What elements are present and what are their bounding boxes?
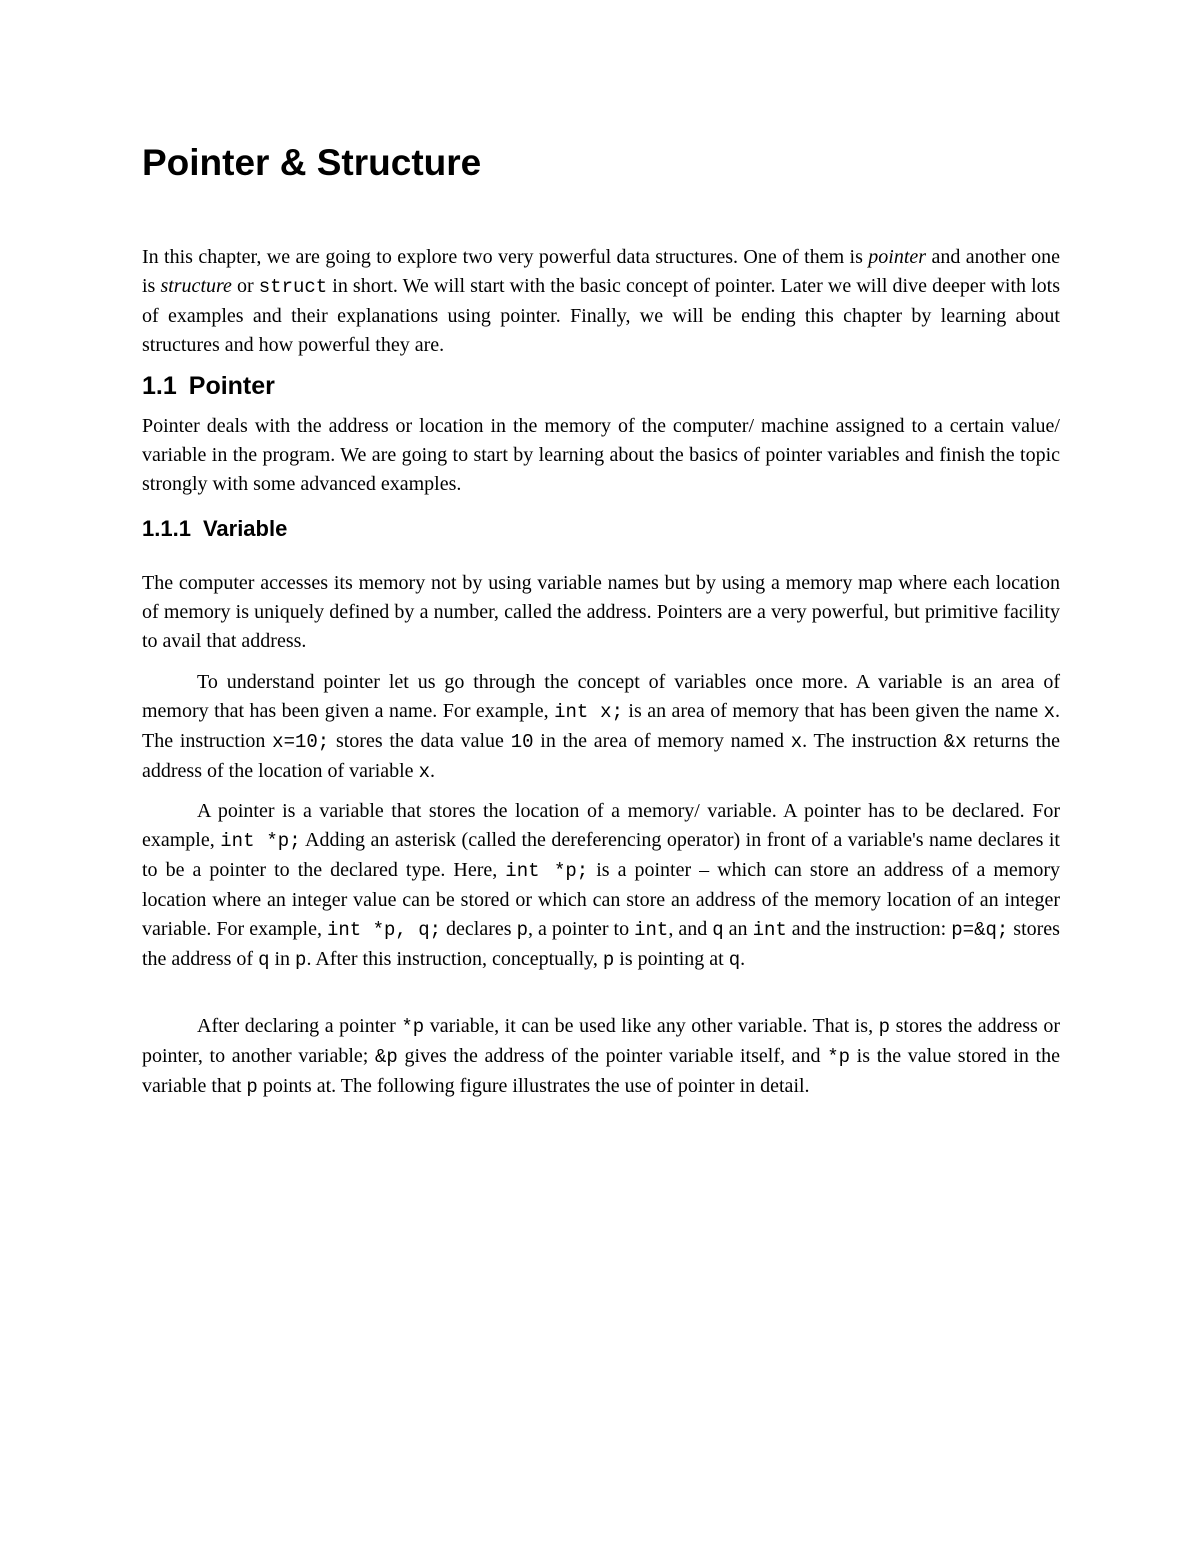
section-1-1-1-heading-block (142, 515, 1060, 543)
text-run: To understand pointer let us go through the concept of variables once more. A variable is an area of memory that has been given a name. For example, (142, 671, 1060, 722)
section-heading (142, 371, 1060, 401)
text-run: is a pointer – which can store an address of a memory location where an integer value can be stored or which can store an address of the memory location of an integer variable. For example, (142, 859, 1061, 940)
code-inline: q (258, 949, 270, 971)
text-run: in short. We will start with the basic concept of pointer. Later we will dive deeper with lots of examples and their explanations using pointer. Finally, we will be ending this chapter by learning about structures and how powerful they are. (142, 275, 1060, 356)
code-inline: &x (943, 731, 967, 753)
text-run: an (723, 918, 753, 940)
section-number: 1.1 (142, 372, 177, 400)
code-inline: int *p; (220, 830, 301, 852)
code-inline: int (634, 919, 669, 941)
text-run: A pointer is a variable that stores the location of a memory/ variable. A pointer has to be declared. For example, (142, 800, 1060, 851)
variable-p2-block (142, 668, 1060, 787)
text-run: After declaring a pointer (197, 1015, 402, 1037)
text-run: . After this instruction, conceptually, (306, 948, 603, 970)
text-run: stores the address or pointer, to another variable; (142, 1015, 1060, 1067)
code-inline: q (712, 919, 724, 941)
variable-paragraph-4 (142, 1012, 1060, 1102)
term-structure: structure (160, 275, 232, 297)
section-1-1-body-block (142, 412, 1060, 499)
code-inline: int x; (554, 701, 623, 723)
text-run: and another one is (142, 246, 1060, 297)
code-inline: struct (258, 276, 328, 298)
code-inline: x (790, 731, 803, 753)
variable-paragraph-2 (142, 668, 1060, 787)
subsection-heading (142, 515, 1060, 543)
text-run: . The instruction (802, 730, 944, 752)
variable-p3-block (142, 797, 1060, 975)
text-run: declares (441, 918, 517, 940)
variable-paragraph-3 (142, 797, 1060, 975)
code-inline: x (1043, 701, 1056, 723)
text-run: returns the address of the location of variable (142, 730, 1061, 782)
code-inline: q (728, 949, 741, 971)
variable-paragraph-1: The computer accesses its memory not by using variable names but by using a memory map where each location of memory is uniquely defined by a number, called the address. Pointers are a very powerful, but primitive facility to avail that address. (142, 572, 1060, 652)
text-run: in the area of memory named (533, 730, 791, 752)
text-run: . (429, 760, 435, 782)
text-run: points at. The following figure illustrates the use of pointer in detail. (257, 1075, 810, 1097)
code-inline: p (516, 919, 528, 941)
chapter-title: Pointer & Structure (142, 142, 482, 183)
code-inline: int (752, 919, 787, 941)
code-inline: x (418, 761, 430, 783)
text-run: variable, it can be used like any other variable. That is, (424, 1015, 879, 1037)
section-title: Pointer (188, 372, 275, 400)
text-run: or (231, 275, 259, 297)
text-run: gives the address of the pointer variable itself, and (397, 1045, 828, 1067)
text-run: is the value stored in the variable that (142, 1045, 1060, 1097)
code-inline: &p (375, 1046, 398, 1068)
subsection-number: 1.1.1 (142, 516, 191, 541)
code-inline: p (295, 949, 307, 971)
variable-p1-block (142, 569, 1060, 656)
section-1-1-heading-block (142, 371, 1060, 401)
term-pointer: pointer (868, 246, 927, 268)
code-inline: p=&q; (951, 919, 1009, 941)
text-run: , and (668, 918, 713, 940)
text-run: stores the data value (329, 730, 511, 752)
text-run: in (269, 948, 296, 970)
subsection-title: Variable (202, 516, 288, 541)
code-inline: x=10; (272, 731, 330, 753)
text-run: is pointing at (614, 948, 729, 970)
variable-p4-block (142, 1012, 1060, 1102)
text-run: stores the address of (142, 918, 1060, 970)
code-inline: p (878, 1016, 891, 1038)
text-run: Adding an asterisk (called the dereferencing operator) in front of a variable's name declares it to be a pointer to the declared type. Here, (142, 829, 1060, 881)
code-inline: 10 (510, 731, 534, 753)
code-inline: int *p; (505, 860, 589, 882)
text-run: . The instruction (142, 700, 1061, 752)
code-inline: int *p, q; (326, 919, 442, 941)
code-inline: *p (827, 1046, 851, 1068)
text-run: and the instruction: (786, 918, 952, 940)
code-inline: p (602, 949, 615, 971)
code-inline: *p (401, 1016, 425, 1038)
text-run: . (740, 948, 746, 970)
code-inline: p (246, 1076, 258, 1098)
intro-paragraph (142, 243, 1060, 360)
intro-block (142, 243, 1060, 360)
section-paragraph: Pointer deals with the address or location in the memory of the computer/ machine assigned to a certain value/ variable in the program. We are going to start by learning about the basics of pointer variables and finish the topic strongly with some advanced examples. (142, 415, 1060, 495)
text-run: In this chapter, we are going to explore two very powerful data structures. One of them is (142, 246, 869, 268)
text-run: is an area of memory that has been given the name (622, 700, 1044, 722)
text-run: , a pointer to (527, 918, 635, 940)
